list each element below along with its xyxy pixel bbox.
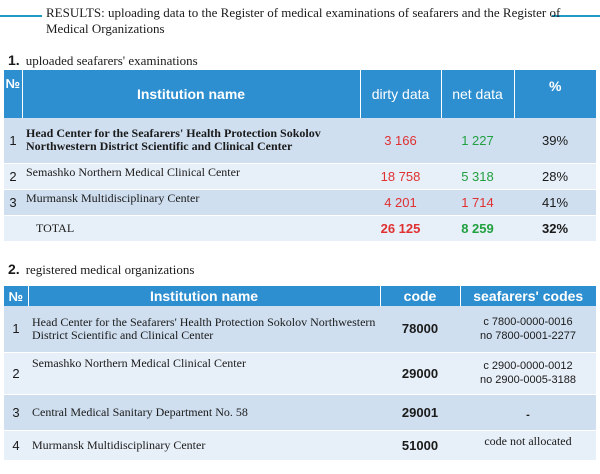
row-number: 3 xyxy=(4,189,22,215)
row-number xyxy=(4,215,22,241)
header-institution-name: Institution name xyxy=(28,286,380,306)
seafarers-codes: - xyxy=(460,394,596,430)
row-number: 2 xyxy=(4,352,28,394)
row-number: 1 xyxy=(4,306,28,352)
organizations-table xyxy=(4,286,596,461)
section-1-heading xyxy=(8,52,198,69)
table-row xyxy=(4,189,596,215)
examinations-table xyxy=(4,70,596,242)
header-institution-name: Institution name xyxy=(22,70,360,118)
row-number: 1 xyxy=(4,118,22,163)
percent-total: 32% xyxy=(514,215,596,241)
table-row xyxy=(4,163,596,189)
codes-range-from: с 7800-0000-0016 xyxy=(483,315,573,328)
institution-code: 29000 xyxy=(380,352,460,394)
section-2-title: registered medical organizations xyxy=(25,262,195,277)
net-data-value: 1 714 xyxy=(441,189,514,215)
codes-range-to: no 2900-0005-3188 xyxy=(479,374,577,386)
institution-name: Central Medical Sanitary Department No. 58 xyxy=(28,394,380,430)
codes-range-to: no 7800-0001-2277 xyxy=(479,329,577,342)
section-2-heading xyxy=(8,261,194,278)
institution-name: Semashko Northern Medical Clinical Center xyxy=(28,352,380,394)
table-row xyxy=(4,306,596,352)
total-label: TOTAL xyxy=(22,215,360,241)
header-num: № xyxy=(4,70,22,118)
header-net-data: net data xyxy=(441,70,514,118)
dirty-data-value: 3 166 xyxy=(360,118,441,163)
seafarers-codes xyxy=(460,306,596,352)
seafarers-codes xyxy=(460,352,596,394)
section-2-number: 2. xyxy=(8,261,20,277)
header-dirty-data: dirty data xyxy=(360,70,441,118)
institution-name: Murmansk Multidisciplinary Center xyxy=(22,189,360,215)
header-code: code xyxy=(380,286,460,306)
table-row xyxy=(4,430,596,460)
examinations-header-row xyxy=(4,70,596,118)
row-number: 4 xyxy=(4,430,28,460)
net-data-value: 1 227 xyxy=(441,118,514,163)
page-title: RESULTS: uploading data to the Register of medical examinations of seafarers and the Register of Medical Organizations xyxy=(46,5,561,36)
percent-value: 28% xyxy=(514,163,596,189)
header-percent: % xyxy=(514,70,596,118)
institution-name: Head Center for the Seafarers' Health Protection Sokolov Northwestern District Scientific and Clinical Center xyxy=(28,306,380,352)
institution-name: Murmansk Multidisciplinary Center xyxy=(28,430,380,460)
net-data-total: 8 259 xyxy=(441,215,514,241)
section-1-title: uploaded seafarers' examinations xyxy=(25,53,198,68)
net-data-value: 5 318 xyxy=(441,163,514,189)
dirty-data-total: 26 125 xyxy=(360,215,441,241)
header-num: № xyxy=(4,286,28,306)
table-row xyxy=(4,352,596,394)
dirty-data-value: 18 758 xyxy=(360,163,441,189)
header-seafarers-codes: seafarers' codes xyxy=(460,286,596,306)
row-number: 3 xyxy=(4,394,28,430)
row-number: 2 xyxy=(4,163,22,189)
percent-value: 41% xyxy=(514,189,596,215)
organizations-header-row xyxy=(4,286,596,306)
percent-value: 39% xyxy=(514,118,596,163)
institution-name: Semashko Northern Medical Clinical Center xyxy=(22,163,360,189)
total-row xyxy=(4,215,596,241)
codes-range-from: с 2900-0000-0012 xyxy=(483,360,573,372)
seafarers-codes: code not allocated xyxy=(460,430,596,460)
title-rule-left xyxy=(0,15,42,17)
institution-name: Head Center for the Seafarers' Health Protection Sokolov Northwestern District Scientific and Clinical Center xyxy=(22,118,360,163)
dirty-data-value: 4 201 xyxy=(360,189,441,215)
table-row xyxy=(4,118,596,163)
institution-code: 51000 xyxy=(380,430,460,460)
institution-code: 78000 xyxy=(380,306,460,352)
section-1-number: 1. xyxy=(8,52,20,68)
institution-code: 29001 xyxy=(380,394,460,430)
table-row xyxy=(4,394,596,430)
